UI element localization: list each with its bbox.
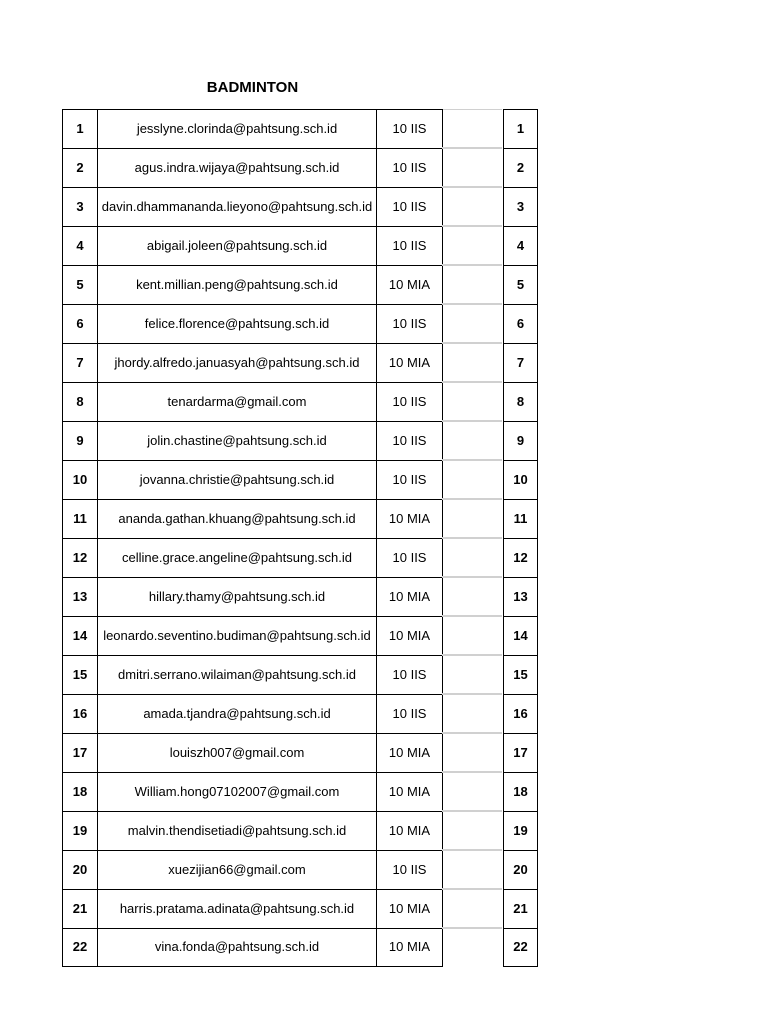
row-number-cell: 13 xyxy=(63,577,98,616)
roster-table xyxy=(62,109,538,967)
table-row xyxy=(63,421,538,460)
email-cell: jhordy.alfredo.januasyah@pahtsung.sch.id xyxy=(98,343,377,382)
blank-cell xyxy=(443,187,503,226)
table-row xyxy=(63,460,538,499)
blank-cell xyxy=(443,616,503,655)
blank-cell xyxy=(443,148,503,187)
table-row xyxy=(63,889,538,928)
table-row xyxy=(63,772,538,811)
email-cell: dmitri.serrano.wilaiman@pahtsung.sch.id xyxy=(98,655,377,694)
class-cell: 10 MIA xyxy=(377,499,443,538)
row-number-right-cell: 2 xyxy=(504,148,538,187)
email-cell: felice.florence@pahtsung.sch.id xyxy=(98,304,377,343)
blank-cell xyxy=(443,343,503,382)
class-cell: 10 MIA xyxy=(377,811,443,850)
blank-cell xyxy=(443,265,503,304)
email-cell: harris.pratama.adinata@pahtsung.sch.id xyxy=(98,889,377,928)
row-number-right-cell: 9 xyxy=(504,421,538,460)
blank-cell xyxy=(443,460,503,499)
row-number-cell: 10 xyxy=(63,460,98,499)
class-cell: 10 MIA xyxy=(377,889,443,928)
table-row xyxy=(63,265,538,304)
table-row xyxy=(63,187,538,226)
blank-cell xyxy=(443,811,503,850)
row-number-cell: 17 xyxy=(63,733,98,772)
class-cell: 10 IIS xyxy=(377,382,443,421)
row-number-cell: 6 xyxy=(63,304,98,343)
class-cell: 10 IIS xyxy=(377,421,443,460)
row-number-right-cell: 5 xyxy=(504,265,538,304)
row-number-cell: 2 xyxy=(63,148,98,187)
row-number-right-cell: 3 xyxy=(504,187,538,226)
row-number-right-cell: 17 xyxy=(504,733,538,772)
table-row xyxy=(63,733,538,772)
email-cell: jolin.chastine@pahtsung.sch.id xyxy=(98,421,377,460)
row-number-cell: 16 xyxy=(63,694,98,733)
class-cell: 10 MIA xyxy=(377,733,443,772)
email-cell: celline.grace.angeline@pahtsung.sch.id xyxy=(98,538,377,577)
email-cell: kent.millian.peng@pahtsung.sch.id xyxy=(98,265,377,304)
row-number-cell: 1 xyxy=(63,110,98,149)
row-number-cell: 9 xyxy=(63,421,98,460)
table-row xyxy=(63,343,538,382)
row-number-cell: 12 xyxy=(63,538,98,577)
roster-body xyxy=(63,110,538,967)
row-number-cell: 4 xyxy=(63,226,98,265)
table-row xyxy=(63,616,538,655)
row-number-right-cell: 13 xyxy=(504,577,538,616)
class-cell: 10 MIA xyxy=(377,265,443,304)
row-number-cell: 19 xyxy=(63,811,98,850)
class-cell: 10 MIA xyxy=(377,928,443,966)
email-cell: davin.dhammananda.lieyono@pahtsung.sch.id xyxy=(98,187,377,226)
row-number-cell: 7 xyxy=(63,343,98,382)
email-cell: tenardarma@gmail.com xyxy=(98,382,377,421)
table-row xyxy=(63,655,538,694)
email-cell: ananda.gathan.khuang@pahtsung.sch.id xyxy=(98,499,377,538)
table-row xyxy=(63,110,538,149)
blank-cell xyxy=(443,382,503,421)
class-cell: 10 MIA xyxy=(377,343,443,382)
table-row xyxy=(63,148,538,187)
row-number-right-cell: 22 xyxy=(504,928,538,966)
blank-cell xyxy=(443,928,503,966)
email-cell: jovanna.christie@pahtsung.sch.id xyxy=(98,460,377,499)
email-cell: malvin.thendisetiadi@pahtsung.sch.id xyxy=(98,811,377,850)
table-row xyxy=(63,499,538,538)
class-cell: 10 IIS xyxy=(377,655,443,694)
email-cell: amada.tjandra@pahtsung.sch.id xyxy=(98,694,377,733)
table-row xyxy=(63,850,538,889)
blank-cell xyxy=(443,889,503,928)
row-number-right-cell: 18 xyxy=(504,772,538,811)
class-cell: 10 IIS xyxy=(377,538,443,577)
row-number-right-cell: 4 xyxy=(504,226,538,265)
class-cell: 10 IIS xyxy=(377,850,443,889)
row-number-cell: 3 xyxy=(63,187,98,226)
email-cell: abigail.joleen@pahtsung.sch.id xyxy=(98,226,377,265)
class-cell: 10 MIA xyxy=(377,616,443,655)
email-cell: vina.fonda@pahtsung.sch.id xyxy=(98,928,377,966)
class-cell: 10 IIS xyxy=(377,187,443,226)
table-row xyxy=(63,304,538,343)
row-number-right-cell: 1 xyxy=(504,110,538,149)
table-row xyxy=(63,811,538,850)
blank-cell xyxy=(443,421,503,460)
row-number-cell: 5 xyxy=(63,265,98,304)
table-row xyxy=(63,226,538,265)
row-number-right-cell: 12 xyxy=(504,538,538,577)
class-cell: 10 IIS xyxy=(377,460,443,499)
row-number-cell: 21 xyxy=(63,889,98,928)
class-cell: 10 MIA xyxy=(377,772,443,811)
email-cell: louiszh007@gmail.com xyxy=(98,733,377,772)
table-row xyxy=(63,538,538,577)
row-number-right-cell: 8 xyxy=(504,382,538,421)
email-cell: hillary.thamy@pahtsung.sch.id xyxy=(98,577,377,616)
blank-cell xyxy=(443,694,503,733)
blank-cell xyxy=(443,304,503,343)
blank-cell xyxy=(443,733,503,772)
class-cell: 10 IIS xyxy=(377,304,443,343)
row-number-right-cell: 19 xyxy=(504,811,538,850)
row-number-cell: 22 xyxy=(63,928,98,966)
table-row xyxy=(63,382,538,421)
class-cell: 10 IIS xyxy=(377,694,443,733)
blank-cell xyxy=(443,577,503,616)
row-number-right-cell: 7 xyxy=(504,343,538,382)
row-number-right-cell: 21 xyxy=(504,889,538,928)
email-cell: William.hong07102007@gmail.com xyxy=(98,772,377,811)
row-number-right-cell: 16 xyxy=(504,694,538,733)
email-cell: xuezijian66@gmail.com xyxy=(98,850,377,889)
row-number-cell: 8 xyxy=(63,382,98,421)
table-row xyxy=(63,694,538,733)
table-row xyxy=(63,928,538,966)
class-cell: 10 IIS xyxy=(377,226,443,265)
row-number-right-cell: 6 xyxy=(504,304,538,343)
table-row xyxy=(63,577,538,616)
class-cell: 10 IIS xyxy=(377,148,443,187)
blank-cell xyxy=(443,538,503,577)
row-number-cell: 15 xyxy=(63,655,98,694)
row-number-right-cell: 14 xyxy=(504,616,538,655)
blank-cell xyxy=(443,772,503,811)
row-number-right-cell: 10 xyxy=(504,460,538,499)
class-cell: 10 IIS xyxy=(377,110,443,149)
row-number-right-cell: 20 xyxy=(504,850,538,889)
row-number-cell: 11 xyxy=(63,499,98,538)
blank-cell xyxy=(443,499,503,538)
blank-cell xyxy=(443,850,503,889)
blank-cell xyxy=(443,110,503,149)
email-cell: jesslyne.clorinda@pahtsung.sch.id xyxy=(98,110,377,149)
page-title: BADMINTON xyxy=(206,79,299,96)
blank-cell xyxy=(443,655,503,694)
row-number-right-cell: 15 xyxy=(504,655,538,694)
email-cell: leonardo.seventino.budiman@pahtsung.sch.id xyxy=(98,616,377,655)
row-number-cell: 14 xyxy=(63,616,98,655)
email-cell: agus.indra.wijaya@pahtsung.sch.id xyxy=(98,148,377,187)
class-cell: 10 MIA xyxy=(377,577,443,616)
row-number-right-cell: 11 xyxy=(504,499,538,538)
row-number-cell: 18 xyxy=(63,772,98,811)
row-number-cell: 20 xyxy=(63,850,98,889)
blank-cell xyxy=(443,226,503,265)
